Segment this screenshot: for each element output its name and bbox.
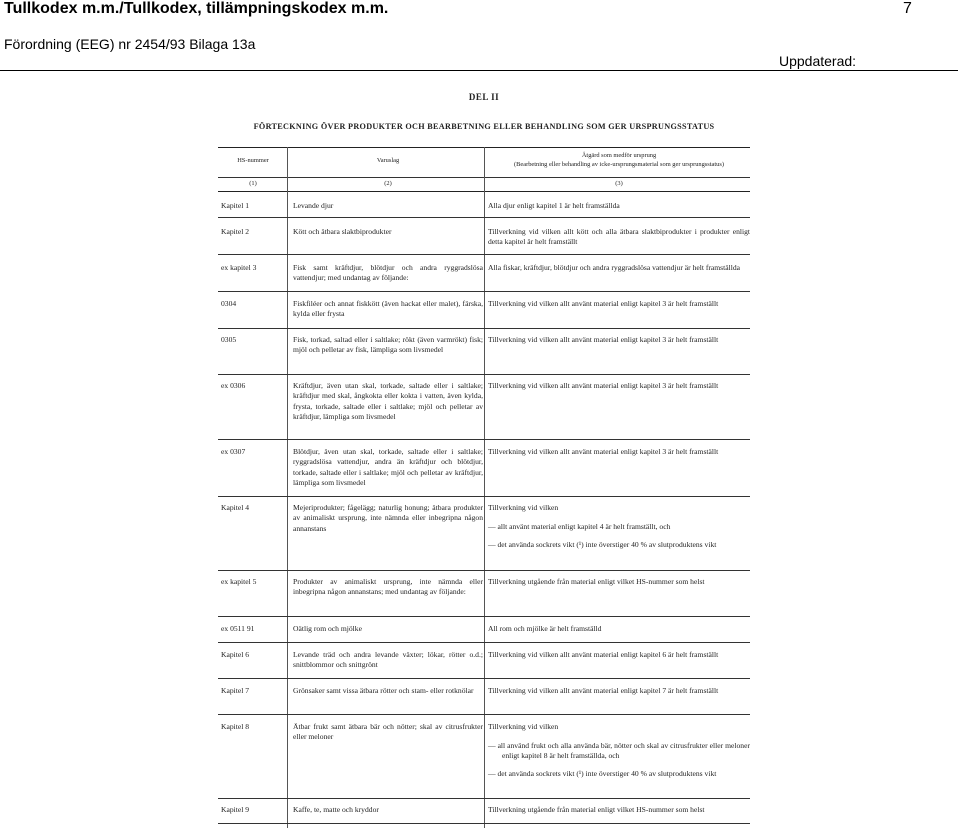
row-goods: Ätbar frukt samt ätbara bär och nötter; skal av citrusfrukter eller meloner: [293, 722, 483, 742]
row-action: Tillverkning utgående från material enligt vilket HS-nummer som helst: [488, 805, 705, 814]
row-hs: 0305: [221, 335, 237, 344]
row-separator: [218, 642, 750, 643]
column-number-3: (3): [615, 180, 623, 187]
row-action: Tillverkning vid vilken allt använt material enligt kapitel 3 är helt framställt: [488, 381, 719, 390]
row-action: Tillverkning vid vilken allt använt material enligt kapitel 3 är helt framställt: [488, 447, 719, 456]
row-goods: Produkter av animaliskt ursprung, inte nämnda eller inbegripna någon annanstans; med undantag av följande:: [293, 577, 483, 597]
updated-label: Uppdaterad:: [779, 53, 857, 69]
row-separator: [218, 254, 750, 255]
row-separator: [218, 823, 750, 824]
row-hs: Kapitel 8: [221, 722, 250, 731]
row-action-item: — det använda sockrets vikt (¹) inte överstiger 40 % av slutproduktens vikt: [488, 769, 717, 778]
row-action: Tillverkning vid vilken: [488, 503, 559, 512]
row-hs: Kapitel 6: [221, 650, 250, 659]
column-number-1: (1): [249, 180, 257, 187]
page-number: 7: [903, 0, 912, 17]
row-hs: Kapitel 4: [221, 503, 250, 512]
row-separator: [218, 374, 750, 375]
row-separator: [218, 616, 750, 617]
row-goods: Oätlig rom och mjölke: [293, 624, 362, 633]
row-separator: [218, 439, 750, 440]
row-action: Tillverkning vid vilken allt använt material enligt kapitel 7 är helt framställt: [488, 686, 719, 695]
row-separator: [218, 291, 750, 292]
document-subtitle: Förordning (EEG) nr 2454/93 Bilaga 13a: [4, 36, 256, 52]
row-hs: Kapitel 2: [221, 227, 250, 236]
document-header-title: Tullkodex m.m./Tullkodex, tillämpningskodex m.m.: [4, 0, 389, 17]
header-rule: [0, 70, 958, 71]
row-action: Tillverkning vid vilken allt använt material enligt kapitel 3 är helt framställt: [488, 335, 719, 344]
row-action: Tillverkning vid vilken allt använt material enligt kapitel 6 är helt framställt: [488, 650, 719, 659]
column-header-goods: Varuslag: [376, 157, 400, 164]
column-header-action: Åtgärd som medför ursprung: [581, 152, 657, 159]
row-hs: ex 0307: [221, 447, 246, 456]
row-goods: Kaffe, te, matte och kryddor: [293, 805, 379, 814]
row-goods: Grönsaker samt vissa ätbara rötter och stam- eller rotknölar: [293, 686, 474, 695]
row-action: Tillverkning vid vilken: [488, 722, 559, 731]
scanned-annex-page: [215, 86, 753, 828]
row-hs: ex kapitel 3: [221, 263, 257, 272]
row-hs: 0304: [221, 299, 237, 308]
row-hs: Kapitel 7: [221, 686, 250, 695]
row-action-item: — det använda sockrets vikt (¹) inte överstiger 40 % av slutproduktens vikt: [488, 540, 717, 549]
row-action: All rom och mjölke är helt framställd: [488, 624, 602, 633]
row-goods: Kräftdjur, även utan skal, torkade, saltade eller i saltlake; kräftdjur med skal, ångkokta eller kokta i vatten, även kylda, frysta, torkade, saltade eller i saltlake; mjöl och pelletar av kräftdjur, lämpliga som livsmedel: [293, 381, 483, 422]
row-separator: [218, 798, 750, 799]
row-hs: ex 0306: [221, 381, 246, 390]
row-goods: Levande träd och andra levande växter; lökar, rötter o.d.; snittblommor och snittgrönt: [293, 650, 483, 670]
row-hs: ex kapitel 5: [221, 577, 257, 586]
row-action: Alla djur enligt kapitel 1 är helt framställda: [488, 201, 620, 210]
row-goods: Levande djur: [293, 201, 334, 210]
row-separator: [218, 714, 750, 715]
row-goods: Fisk, torkad, saltad eller i saltlake; rökt (även varmrökt) fisk; mjöl och pelletar av fisk, lämpliga som livsmedel: [293, 335, 483, 355]
row-separator: [218, 328, 750, 329]
row-hs: Kapitel 1: [221, 201, 250, 210]
part-heading: DEL II: [468, 92, 500, 102]
row-separator: [218, 496, 750, 497]
row-goods: Fiskfiléer och annat fiskkött (även hackat eller malet), färska, kylda eller frysta: [293, 299, 483, 319]
column-header-hs: HS-nummer: [237, 157, 269, 164]
row-action: Tillverkning vid vilken allt kött och alla ätbara slaktbiprodukter i produkter enligt detta kapitel är helt framställt: [488, 227, 750, 247]
row-separator: [218, 217, 750, 218]
row-action-item: — allt använt material enligt kapitel 4 är helt framställt, och: [488, 522, 671, 531]
row-goods: Blötdjur, även utan skal, torkade, saltade eller i saltlake; ryggradslösa vattendjur, andra än kräftdjur och blötdjur, torkade, saltade eller i saltlake; mjöl och pelletar av kräftdjur, lämpliga som livsmedel: [293, 447, 483, 488]
row-goods: Kött och ätbara slaktbiprodukter: [293, 227, 392, 236]
row-action: Tillverkning vid vilken allt använt material enligt kapitel 3 är helt framställt: [488, 299, 719, 308]
column-header-action-sub: (Bearbetning eller behandling av icke-ursprungsmaterial som ger ursprungsstatus): [514, 161, 724, 168]
row-action-item: — all använd frukt och alla använda bär, nötter och skal av citrusfrukter eller meloner enligt kapitel 8 är helt framställda, och: [488, 741, 750, 761]
column-divider-2: [484, 147, 485, 828]
column-divider-1: [287, 147, 288, 828]
row-hs: Kapitel 9: [221, 805, 250, 814]
row-goods: Mejeriprodukter; fågelägg; naturlig honung; ätbara produkter av animaliskt ursprung, inte nämnda eller inbegripna någon annanstans: [293, 503, 483, 533]
row-action: Alla fiskar, kräftdjur, blötdjur och andra ryggradslösa vattendjur är helt framställda: [488, 263, 741, 272]
row-action: Tillverkning utgående från material enligt vilket HS-nummer som helst: [488, 577, 705, 586]
list-title: FÖRTECKNING ÖVER PRODUKTER OCH BEARBETNING ELLER BEHANDLING SOM GER URSPRUNGSSTATUS: [253, 122, 715, 131]
row-hs: ex 0511 91: [221, 624, 255, 633]
row-separator: [218, 678, 750, 679]
column-number-2: (2): [384, 180, 392, 187]
row-goods: Fisk samt kräftdjur, blötdjur och andra ryggradslösa vattendjur; med undantag av följande:: [293, 263, 483, 283]
row-separator: [218, 570, 750, 571]
